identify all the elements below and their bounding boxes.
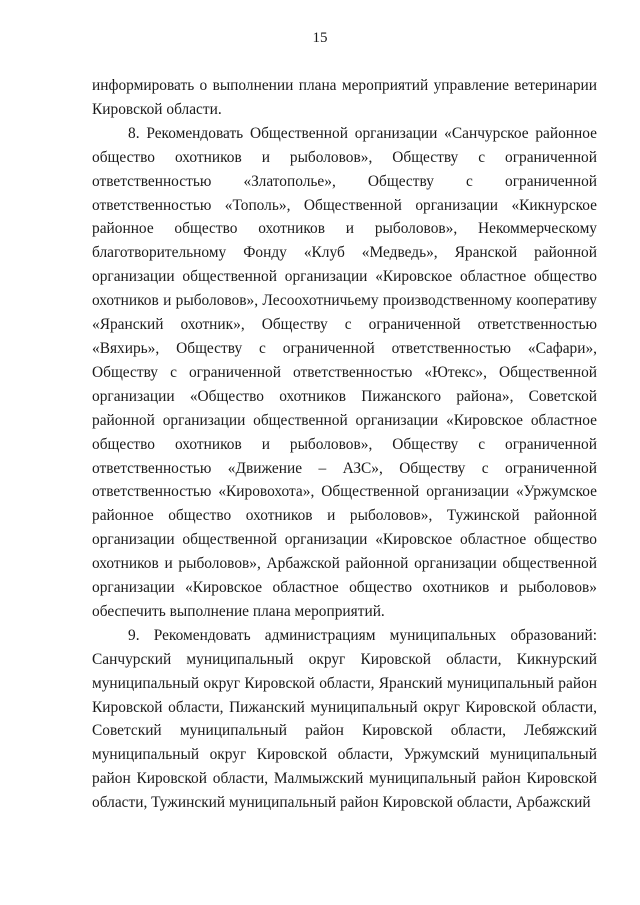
paragraph-item-8: 8. Рекомендовать Общественной организации «Санчурское районное общество охотников и рыболовов», Обществу с ограниченной ответственностью «Златополье», Обществу с ограниченной ответственностью «Тополь», Общественной организации «Кикнурское районное общество охотников и рыболовов», Некоммерческому благотворительному Фонду «Клуб «Медведь», Яранской районной организации общественной организации «Кировское областное общество охотников и рыболовов», Лесоохотничьему производственному кооперативу «Яранский охотник», Обществу с ограниченной ответственностью «Вяхирь», Обществу с ограниченной ответственностью «Сафари», Обществу с ограниченной ответственностью «Ютекс», Общественной организации «Общество охотников Пижанского района», Советской районной организации общественной организации «Кировское областное общество охотников и рыболовов», Обществу с ограниченной ответственностью «Движение – АЗС», Обществу с ограниченной ответственностью «Кировохота», Общественной организации «Уржумское районное общество охотников и рыболовов», Тужинской районной организации общественной организации «Кировское областное общество охотников и рыболовов», Арбажской районной организации общественной организации «Кировское областное общество охотников и рыболовов» обеспечить выполнение плана мероприятий. bbox=[92, 124, 597, 620]
document-body bbox=[92, 74, 597, 815]
paragraph-continuation: информировать о выполнении плана мероприятий управление ветеринарии Кировской области. bbox=[92, 77, 597, 118]
page-number: 15 bbox=[312, 30, 328, 46]
paragraph-item-9: 9. Рекомендовать администрациям муниципальных образований: Санчурский муниципальный округ Кировской области, Кикнурский муниципальный округ Кировской области, Яранский муниципальный район Кировской области, Пижанский муниципальный округ Кировской области, Советский муниципальный район Кировской области, Лебяжский муниципальный округ Кировской области, Уржумский муниципальный район Кировской области, Малмыжский муниципальный район Кировской области, Тужинский муниципальный район Кировской области, Арбажский bbox=[92, 626, 597, 812]
